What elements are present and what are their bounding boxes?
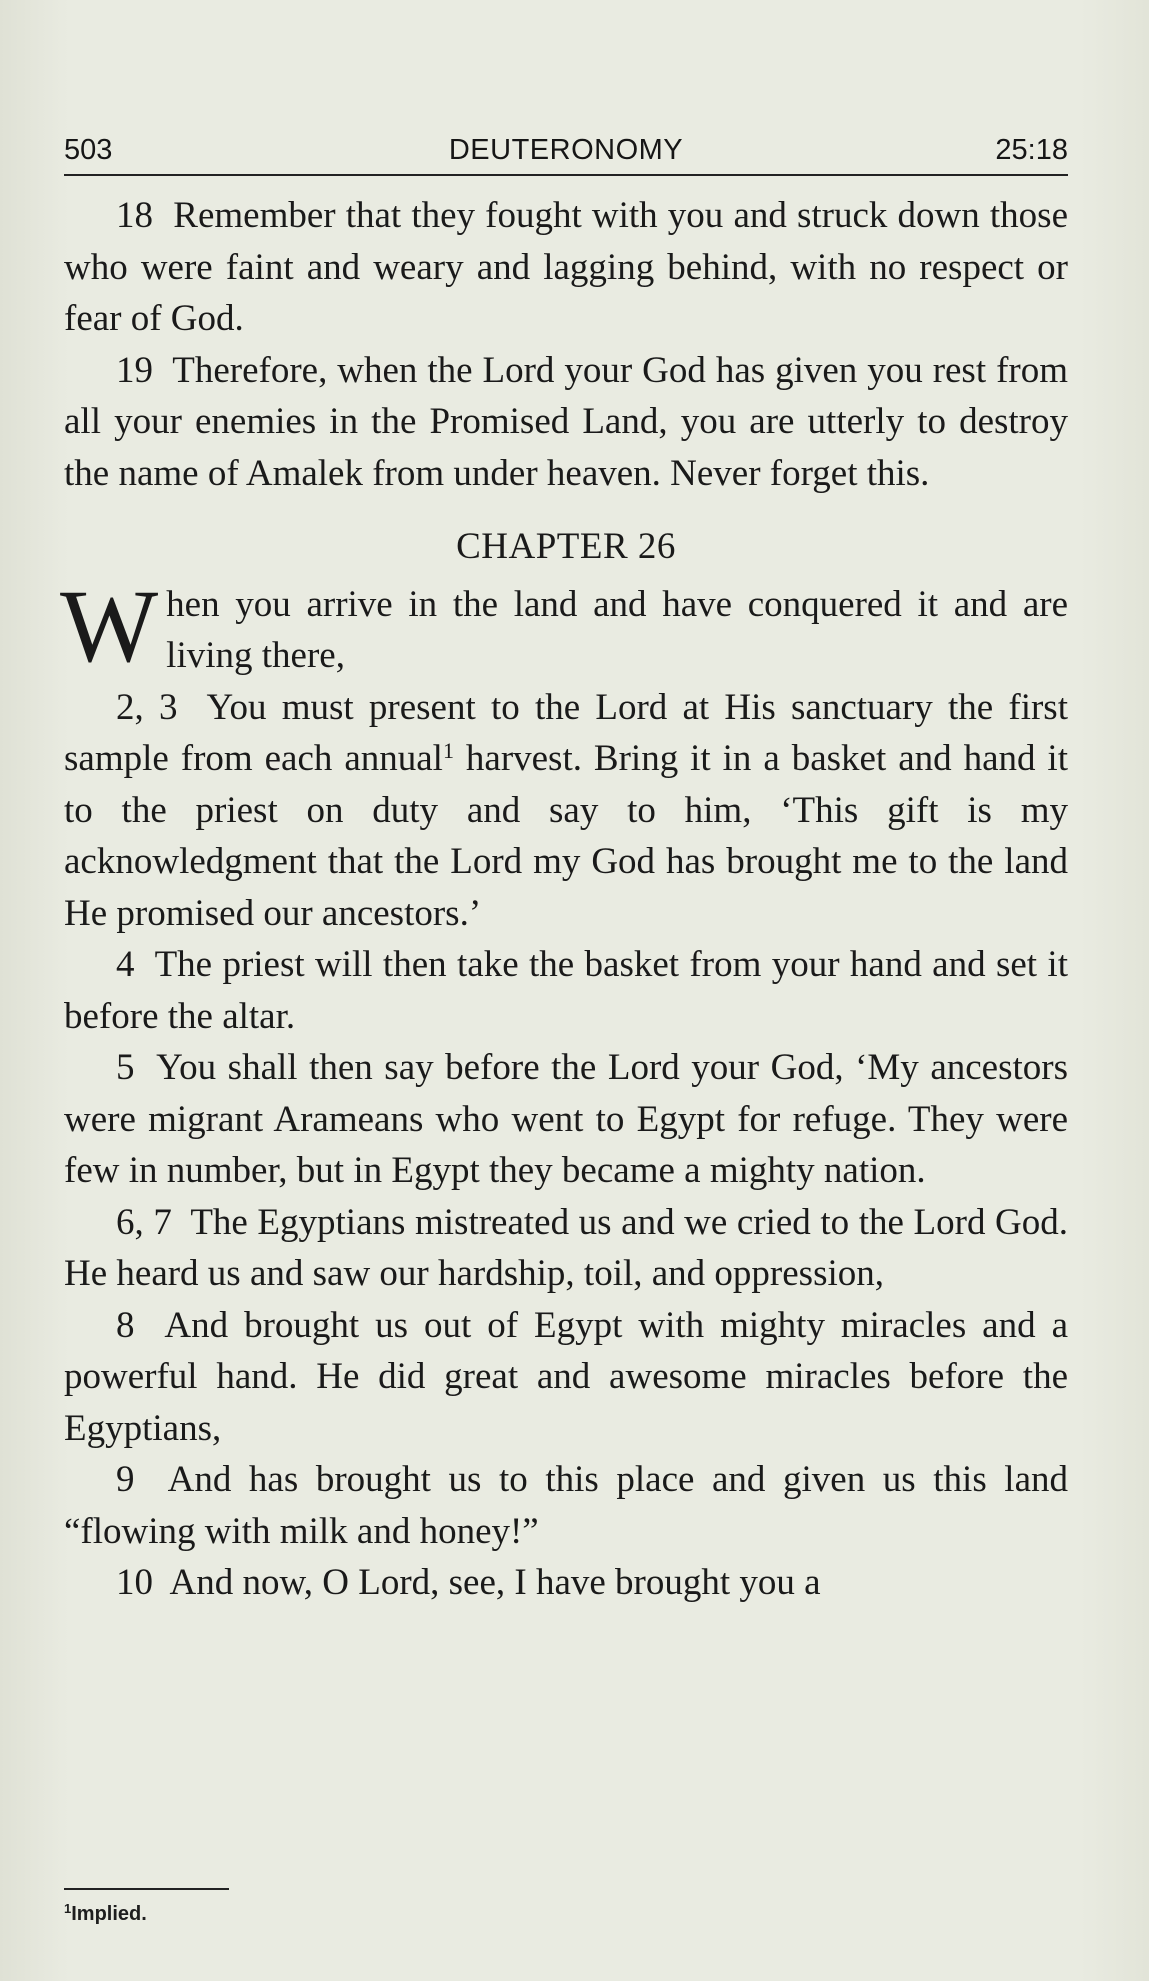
verse-number: 8: [116, 1304, 135, 1346]
footnote-text: Implied.: [71, 1903, 147, 1925]
verse-6-7: [64, 1197, 1068, 1300]
verse-4: [64, 939, 1068, 1042]
chapter-verse-reference: 25:18: [995, 134, 1068, 166]
verse-number: 6, 7: [116, 1201, 172, 1243]
footnote-number: 1: [64, 1901, 72, 1916]
verse-5: [64, 1042, 1068, 1197]
page-number: 503: [64, 134, 113, 166]
verse-9: [64, 1454, 1068, 1557]
footnote-rule: [64, 1888, 229, 1890]
verse-number: 5: [116, 1047, 135, 1088]
verse-number: 4: [116, 944, 135, 985]
verse-text: You shall then say before the Lord your God, ‘My ancestors were migrant Arameans who went to Egypt for refuge. They were few in number, but in Egypt they became a mighty nation.: [64, 1047, 1068, 1191]
verse-text: Therefore, when the Lord your God has given you rest from all your enemies in the Promised Land, you are utterly to destroy the name of Amalek from under heaven. Never forget this.: [64, 349, 1068, 494]
verse-number: 2, 3: [116, 686, 178, 728]
verse-text: Remember that they fought with you and struck down those who were faint and weary and lagging behind, with no respect or fear of God.: [64, 195, 1068, 339]
verse-8: [64, 1300, 1068, 1455]
verse-10: [64, 1557, 1068, 1609]
verse-19: [64, 345, 1068, 500]
verse-text: The Egyptians mistreated us and we cried to the Lord God. He heard us and saw our hardship, toil, and oppression,: [64, 1201, 1068, 1294]
drop-cap: W: [60, 568, 159, 684]
verse-text: You must present to the Lord at His sanctuary the first sample from each annual: [64, 686, 1068, 779]
verse-text: And now, O Lord, see, I have brought you a: [169, 1562, 821, 1603]
chapter-opening: [60, 568, 1068, 684]
verse-number: 19: [116, 349, 153, 391]
verse-number: 18: [116, 195, 153, 236]
verse-number: 10: [116, 1562, 153, 1603]
verse-text-continued: harvest. Bring it in a basket and hand it to the priest on duty and say to him, ‘This gift is my acknowledgment that the Lord my God has brought me to the land He promised our ancestors.’: [64, 738, 1068, 934]
opening-text: hen you arrive in the land and have conquered it and are living there,: [166, 583, 1068, 676]
verse-2-3: [64, 682, 1068, 940]
verse-18: [64, 190, 1068, 345]
book-title: DEUTERONOMY: [448, 134, 684, 166]
body-text: [60, 190, 1068, 1609]
verse-number: 9: [116, 1459, 135, 1500]
verse-text: And brought us out of Egypt with mighty miracles and a powerful hand. He did great and awesome miracles before the Egyptians,: [64, 1304, 1068, 1449]
footnote: [64, 1903, 147, 1926]
footnote-marker[interactable]: 1: [442, 738, 454, 763]
running-head: [64, 134, 1068, 174]
verse-text: And has brought us to this place and given us this land “flowing with milk and honey!”: [64, 1459, 1068, 1552]
verse-text: The priest will then take the basket from your hand and set it before the altar.: [64, 944, 1068, 1037]
header-rule: [64, 174, 1068, 176]
chapter-heading: CHAPTER 26: [456, 526, 676, 567]
